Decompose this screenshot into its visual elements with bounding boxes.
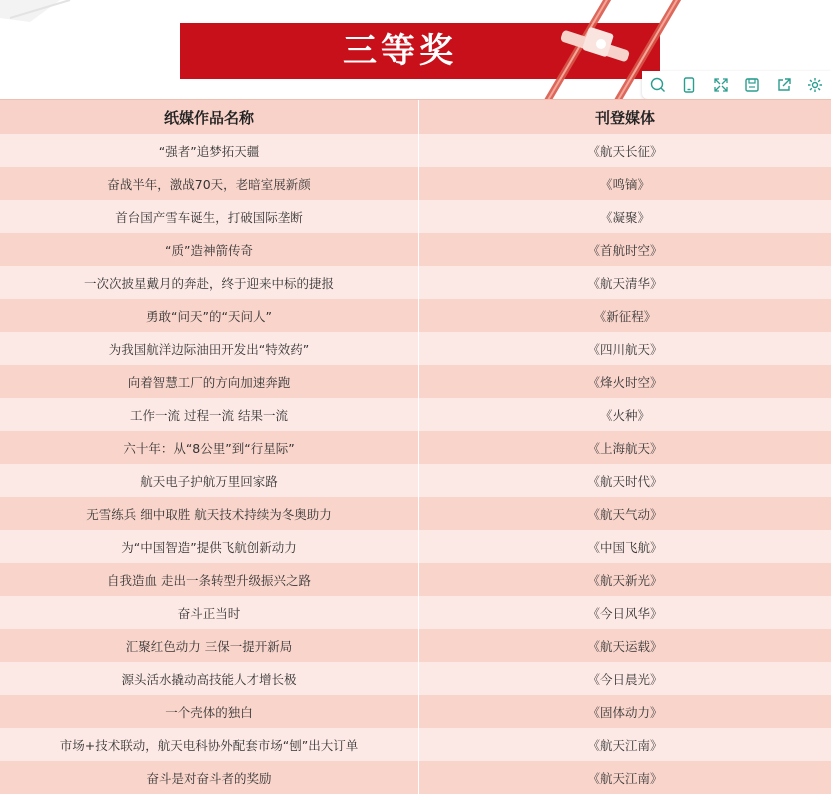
work-title-cell: 勇敢“问天”的“天问人” xyxy=(0,299,419,332)
media-cell: 《航天江南》 xyxy=(419,728,831,761)
work-title-cell: 一次次披星戴月的奔赴，终于迎来中标的捷报 xyxy=(0,266,419,299)
banner-title: 三等奖 xyxy=(180,23,620,79)
media-cell: 《上海航天》 xyxy=(419,431,831,464)
work-title-cell: “质”造神箭传奇 xyxy=(0,233,419,266)
work-title-cell: 市场+技术联动，航天电科协外配套市场“刨”出大订单 xyxy=(0,728,419,761)
media-cell: 《首航时空》 xyxy=(419,233,831,266)
media-cell: 《航天气动》 xyxy=(419,497,831,530)
work-title-cell: “强者”追梦拓天疆 xyxy=(0,134,419,167)
work-title-cell: 为“中国智造”提供飞航创新动力 xyxy=(0,530,419,563)
media-cell: 《今日晨光》 xyxy=(419,662,831,695)
work-title-cell: 为我国航洋边际油田开发出“特效药” xyxy=(0,332,419,365)
table-header-row xyxy=(0,99,831,134)
media-cell: 《凝聚》 xyxy=(419,200,831,233)
phone-icon[interactable] xyxy=(674,71,706,99)
header-media: 刊登媒体 xyxy=(419,100,831,134)
media-cell: 《今日风华》 xyxy=(419,596,831,629)
table-row xyxy=(0,134,831,167)
work-title-cell: 六十年：从“8公里”到“行星际” xyxy=(0,431,419,464)
floating-toolbar xyxy=(642,71,831,99)
work-title-cell: 首台国产雪车诞生，打破国际垄断 xyxy=(0,200,419,233)
media-cell: 《烽火时空》 xyxy=(419,365,831,398)
work-title-cell: 源头活水撬动高技能人才增长极 xyxy=(0,662,419,695)
table-row xyxy=(0,761,831,794)
media-cell: 《航天运载》 xyxy=(419,629,831,662)
table-row xyxy=(0,233,831,266)
table-row xyxy=(0,332,831,365)
search-icon[interactable] xyxy=(642,71,674,99)
media-cell: 《中国飞航》 xyxy=(419,530,831,563)
media-cell: 《航天长征》 xyxy=(419,134,831,167)
work-title-cell: 奋斗是对奋斗者的奖励 xyxy=(0,761,419,794)
work-title-cell: 无雪练兵 细中取胜 航天技术持续为冬奥助力 xyxy=(0,497,419,530)
table-row xyxy=(0,629,831,662)
work-title-cell: 工作一流 过程一流 结果一流 xyxy=(0,398,419,431)
work-title-cell: 一个壳体的独白 xyxy=(0,695,419,728)
table-row xyxy=(0,431,831,464)
save-icon[interactable] xyxy=(737,71,769,99)
share-icon[interactable] xyxy=(768,71,800,99)
media-cell: 《火种》 xyxy=(419,398,831,431)
table-row xyxy=(0,299,831,332)
table-row xyxy=(0,695,831,728)
work-title-cell: 汇聚红色动力 三保一提开新局 xyxy=(0,629,419,662)
table-row xyxy=(0,662,831,695)
table-row xyxy=(0,398,831,431)
media-cell: 《四川航天》 xyxy=(419,332,831,365)
table-row xyxy=(0,200,831,233)
media-cell: 《航天清华》 xyxy=(419,266,831,299)
table-row xyxy=(0,464,831,497)
table-row xyxy=(0,497,831,530)
corner-decoration xyxy=(0,0,90,40)
media-cell: 《航天新光》 xyxy=(419,563,831,596)
table-row xyxy=(0,365,831,398)
header-title: 纸媒作品名称 xyxy=(0,100,419,134)
media-cell: 《新征程》 xyxy=(419,299,831,332)
table-row xyxy=(0,266,831,299)
media-cell: 《航天时代》 xyxy=(419,464,831,497)
table-row xyxy=(0,728,831,761)
work-title-cell: 航天电子护航万里回家路 xyxy=(0,464,419,497)
media-cell: 《固体动力》 xyxy=(419,695,831,728)
work-title-cell: 奋战半年，激战70天，老暗室展新颜 xyxy=(0,167,419,200)
expand-icon[interactable] xyxy=(705,71,737,99)
media-cell: 《航天江南》 xyxy=(419,761,831,794)
table-row xyxy=(0,530,831,563)
media-cell: 《鸣镝》 xyxy=(419,167,831,200)
award-table xyxy=(0,99,831,794)
table-row xyxy=(0,167,831,200)
work-title-cell: 自我造血 走出一条转型升级振兴之路 xyxy=(0,563,419,596)
table-row xyxy=(0,563,831,596)
work-title-cell: 向着智慧工厂的方向加速奔跑 xyxy=(0,365,419,398)
table-row xyxy=(0,596,831,629)
settings-icon[interactable] xyxy=(800,71,831,99)
work-title-cell: 奋斗正当时 xyxy=(0,596,419,629)
